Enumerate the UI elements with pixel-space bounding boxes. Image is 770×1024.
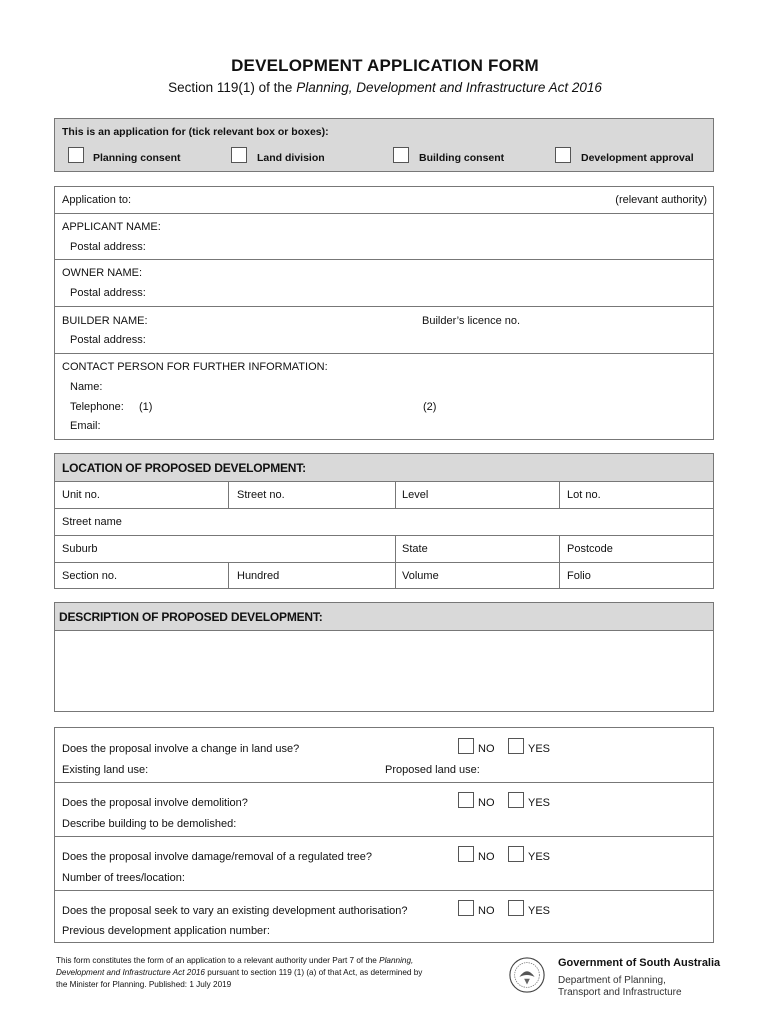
government-name: Government of South Australia — [558, 957, 721, 969]
applicant-postal-label: Postal address: — [70, 241, 146, 253]
q2-question: Does the proposal involve demolition? — [62, 797, 248, 809]
description-title: DESCRIPTION OF PROPOSED DEVELOPMENT: — [59, 610, 323, 624]
building-consent-label: Building consent — [419, 152, 505, 164]
telephone-label: Telephone: — [70, 401, 124, 413]
applicant-name-label: APPLICANT NAME: — [62, 221, 161, 233]
q1-question: Does the proposal involve a change in land use? — [62, 743, 300, 755]
q4-no-label: NO — [478, 905, 495, 917]
application-type-section — [54, 118, 714, 172]
planning-consent-checkbox[interactable] — [68, 147, 84, 163]
state-label: State — [402, 543, 428, 555]
q3-yes-label: YES — [528, 851, 551, 863]
builder-name-label: BUILDER NAME: — [62, 315, 148, 327]
q4-question: Does the proposal seek to vary an existing development authorisation? — [62, 905, 408, 917]
application-type-prompt: This is an application for (tick relevant box or boxes): — [62, 126, 329, 138]
builder-licence-label: Builder’s licence no. — [422, 315, 521, 327]
builder-postal-label: Postal address: — [70, 334, 146, 346]
department-line2: Transport and Infrastructure — [558, 987, 682, 998]
unit-no-label: Unit no. — [62, 489, 100, 501]
owner-postal-label: Postal address: — [70, 287, 146, 299]
section-no-label: Section no. — [62, 570, 118, 582]
lot-no-label: Lot no. — [567, 489, 601, 501]
folio-label: Folio — [567, 570, 591, 582]
q4-yes-label: YES — [528, 905, 551, 917]
development-approval-checkbox[interactable] — [555, 147, 571, 163]
footer-text — [56, 955, 496, 991]
q3-yes-checkbox[interactable] — [508, 846, 524, 862]
q2-no-checkbox[interactable] — [458, 792, 474, 808]
q1-no-label: NO — [478, 743, 495, 755]
q1-yes-label: YES — [528, 743, 551, 755]
q2-yes-label: YES — [528, 797, 551, 809]
q3-number-label: Number of trees/location: — [62, 872, 185, 884]
development-approval-label: Development approval — [581, 152, 694, 164]
hundred-label: Hundred — [237, 570, 280, 582]
q2-describe-label: Describe building to be demolished: — [62, 818, 237, 830]
q4-yes-checkbox[interactable] — [508, 900, 524, 916]
questions-section — [54, 727, 714, 943]
q1-existing-label: Existing land use: — [62, 764, 149, 776]
footer-line2-rest: pursuant to section 119 (1) (a) of that Act, as determined by — [204, 968, 423, 977]
footer-line1: This form constitutes the form of an application to a relevant authority under Part 7 of the — [56, 956, 380, 965]
subtitle-act: Planning, Development and Infrastructure Act 2016 — [296, 80, 602, 95]
government-seal-icon — [508, 956, 546, 994]
owner-name-label: OWNER NAME: — [62, 267, 143, 279]
q3-no-checkbox[interactable] — [458, 846, 474, 862]
department-name — [558, 975, 682, 999]
subtitle-prefix: Section 119(1) of the — [168, 80, 297, 95]
location-section — [54, 453, 714, 589]
q4-previous-label: Previous development application number: — [62, 925, 270, 937]
footer-line2-act: Development and Infrastructure Act 2016 — [56, 968, 205, 977]
description-input-area[interactable] — [55, 631, 713, 711]
street-name-label: Street name — [62, 516, 122, 528]
location-title: LOCATION OF PROPOSED DEVELOPMENT: — [62, 461, 306, 475]
level-label: Level — [402, 489, 429, 501]
q2-no-label: NO — [478, 797, 495, 809]
building-consent-checkbox[interactable] — [393, 147, 409, 163]
planning-consent-label: Planning consent — [93, 152, 181, 164]
suburb-label: Suburb — [62, 543, 98, 555]
application-to-label: Application to: — [62, 194, 132, 206]
applicant-section — [54, 186, 714, 440]
q3-question: Does the proposal involve damage/removal of a regulated tree? — [62, 851, 373, 863]
email-label: Email: — [70, 420, 101, 432]
postcode-label: Postcode — [567, 543, 613, 555]
land-division-label: Land division — [257, 152, 325, 164]
department-line1: Department of Planning, — [558, 975, 666, 986]
street-no-label: Street no. — [237, 489, 285, 501]
contact-name-label: Name: — [70, 381, 103, 393]
land-division-checkbox[interactable] — [231, 147, 247, 163]
q4-no-checkbox[interactable] — [458, 900, 474, 916]
q1-yes-checkbox[interactable] — [508, 738, 524, 754]
page-title: DEVELOPMENT APPLICATION FORM — [231, 56, 539, 75]
q2-yes-checkbox[interactable] — [508, 792, 524, 808]
telephone-1-label: (1) — [139, 401, 153, 413]
q3-no-label: NO — [478, 851, 495, 863]
volume-label: Volume — [402, 570, 439, 582]
relevant-authority-label: (relevant authority) — [615, 194, 707, 206]
page-subtitle — [0, 80, 770, 95]
description-section — [54, 602, 714, 712]
q1-proposed-label: Proposed land use: — [385, 764, 480, 776]
footer-line3: the Minister for Planning. Published: 1 July 2019 — [56, 980, 232, 989]
telephone-2-label: (2) — [423, 401, 437, 413]
q1-no-checkbox[interactable] — [458, 738, 474, 754]
contact-person-label: CONTACT PERSON FOR FURTHER INFORMATION: — [62, 361, 328, 373]
footer-line1-act: Planning, — [379, 956, 414, 965]
